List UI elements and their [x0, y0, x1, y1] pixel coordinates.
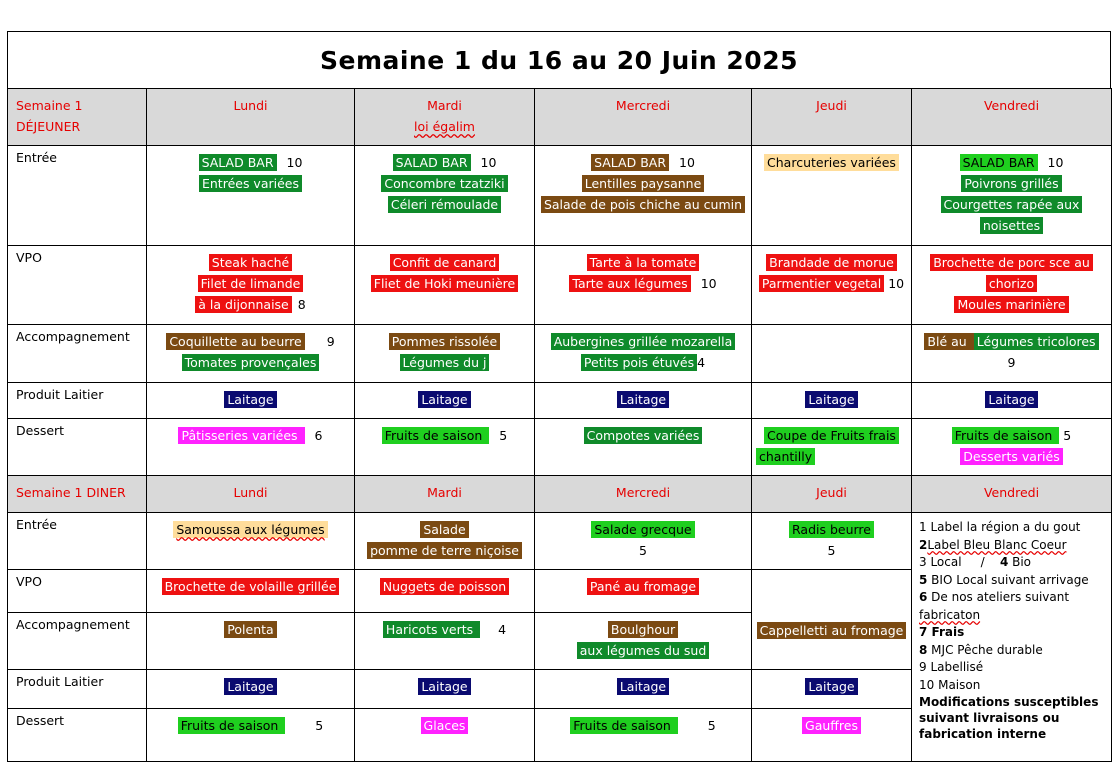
menu-cell [355, 246, 535, 325]
meal-label: DÉJEUNER [16, 119, 81, 134]
menu-item: Laitage [224, 678, 276, 695]
menu-cell [752, 670, 912, 709]
menu-item: Glaces [421, 717, 469, 734]
day-mardi [355, 89, 535, 146]
menu-item: Nuggets de poisson [380, 578, 509, 595]
menu-item: Laitage [224, 391, 276, 408]
menu-item: aux légumes du sud [577, 642, 710, 659]
menu-item: Poivrons grillés [961, 175, 1061, 192]
menu-cell [535, 419, 752, 476]
menu-cell [355, 383, 535, 419]
menu-item: Tarte à la tomate [587, 254, 700, 271]
menu-item: Salade de pois chiche au cumin [541, 196, 745, 213]
menu-cell [912, 146, 1112, 246]
row-label: Accompagnement [8, 613, 147, 670]
menu-cell [752, 146, 912, 246]
menu-cell [752, 325, 912, 383]
row-label: Produit Laitier [8, 383, 147, 419]
page-title: Semaine 1 du 16 au 20 Juin 2025 [7, 31, 1111, 89]
menu-item: Laitage [805, 391, 857, 408]
menu-cell [355, 670, 535, 709]
menu-item: Fruits de saison [570, 717, 678, 734]
menu-item: Salade grecque [591, 521, 694, 538]
menu-cell [535, 146, 752, 246]
legend-line: 1 Label la région a du gout [919, 520, 1081, 534]
menu-item: SALAD BAR [960, 154, 1038, 171]
day-mardi-label: Mardi [427, 98, 462, 113]
label-number: 10 [888, 276, 905, 291]
day-jeudi: Jeudi [752, 89, 912, 146]
menu-item: Parmentier vegetal [759, 275, 884, 292]
label-number: 10 [700, 276, 717, 291]
label-number: 4 [697, 355, 706, 370]
menu-cell [912, 246, 1112, 325]
menu-cell [752, 570, 912, 670]
menu-item: Gauffres [802, 717, 861, 734]
menu-item: Entrées variées [199, 175, 302, 192]
egalim-note: loi égalim [414, 119, 475, 134]
menu-cell [147, 246, 355, 325]
menu-item: Laitage [805, 678, 857, 695]
menu-item: chorizo [986, 275, 1037, 292]
row-label: Dessert [8, 709, 147, 762]
menu-item: Haricots verts [383, 621, 480, 638]
menu-cell [535, 613, 752, 670]
menu-item: Brochette de porc sce au [930, 254, 1093, 271]
menu-item: Cappelletti au fromage [757, 622, 907, 639]
menu-cell [535, 709, 752, 762]
menu-item: Laitage [418, 391, 470, 408]
label-number: 5 [315, 718, 324, 733]
menu-cell [752, 419, 912, 476]
menu-cell [535, 246, 752, 325]
menu-item: Coupe de Fruits frais [764, 427, 899, 444]
menu-item: Steak haché [209, 254, 292, 271]
menu-item: Fliet de Hoki meunière [371, 275, 518, 292]
day-mercredi: Mercredi [535, 89, 752, 146]
menu-cell [355, 325, 535, 383]
legend-note: Modifications susceptibles suivant livraisons ou fabrication interne [919, 695, 1099, 741]
menu-cell [355, 709, 535, 762]
row-label: Dessert [8, 419, 147, 476]
label-number: 5 [707, 718, 716, 733]
menu-cell [535, 325, 752, 383]
row-label: Produit Laitier [8, 670, 147, 709]
legend-line: 10 Maison [919, 677, 981, 692]
dejeuner-entree-row [8, 146, 1112, 246]
legend-line: 5 BIO Local suivant arrivage [919, 572, 1089, 587]
menu-cell [147, 146, 355, 246]
menu-item: noisettes [980, 217, 1043, 234]
menu-cell [912, 383, 1112, 419]
label-number: 9 [1007, 355, 1016, 370]
day-vendredi: Vendredi [912, 89, 1112, 146]
menu-cell [535, 670, 752, 709]
menu-item: Desserts variés [960, 448, 1062, 465]
menu-cell [535, 383, 752, 419]
legend-line: 9 Labellisé [919, 660, 984, 674]
menu-cell [147, 709, 355, 762]
menu-item: Fruits de saison [952, 427, 1060, 444]
menu-item: Fruits de saison [178, 717, 286, 734]
diner-label: Semaine 1 DINER [8, 476, 147, 513]
menu-item: Samoussa aux légumes [173, 521, 327, 538]
menu-cell [147, 383, 355, 419]
menu-cell [147, 613, 355, 670]
menu-item: SALAD BAR [393, 154, 471, 171]
menu-item: Lentilles paysanne [582, 175, 705, 192]
label-number: 8 [297, 297, 306, 312]
menu-item: Céleri rémoulade [388, 196, 501, 213]
menu-item: Salade [420, 521, 468, 538]
menu-page [7, 31, 1111, 764]
label-number: 10 [1047, 155, 1064, 170]
menu-item: Laitage [617, 678, 669, 695]
menu-item: Brandade de morue [766, 254, 897, 271]
menu-item: Laitage [985, 391, 1037, 408]
label-number: 4 [498, 622, 507, 637]
day-vendredi: Vendredi [912, 476, 1112, 513]
menu-cell [147, 670, 355, 709]
menu-item: Charcuteries variées [764, 154, 899, 171]
row-label: Entrée [8, 146, 147, 246]
label-number: 9 [326, 334, 335, 349]
label-number: 5 [499, 428, 508, 443]
menu-item: Tomates provençales [182, 354, 320, 371]
menu-item: Brochette de volaille grillée [162, 578, 340, 595]
menu-cell [147, 419, 355, 476]
label-number: 6 [314, 428, 323, 443]
legend [912, 513, 1112, 762]
dejeuner-vpo-row [8, 246, 1112, 325]
label-number: 10 [679, 155, 695, 170]
day-mercredi: Mercredi [535, 476, 752, 513]
row-label: VPO [8, 246, 147, 325]
menu-cell [355, 513, 535, 570]
menu-cell [752, 513, 912, 570]
diner-entree-row [8, 513, 1112, 570]
menu-cell [147, 325, 355, 383]
menu-item: à la dijonnaise [195, 296, 291, 313]
menu-item: Pâtisseries variées [178, 427, 304, 444]
dejeuner-label [8, 89, 147, 146]
menu-table [7, 88, 1112, 762]
day-lundi: Lundi [147, 89, 355, 146]
menu-cell [752, 246, 912, 325]
menu-item: SALAD BAR [591, 154, 669, 171]
menu-item: Concombre tzatziki [381, 175, 507, 192]
menu-cell [355, 613, 535, 670]
menu-item: Tarte aux légumes [569, 275, 690, 292]
menu-cell [535, 513, 752, 570]
menu-item: pomme de terre niçoise [367, 542, 522, 559]
menu-cell [355, 146, 535, 246]
menu-item: Courgettes rapée aux [941, 196, 1083, 213]
dejeuner-header-row [8, 89, 1112, 146]
menu-cell [147, 513, 355, 570]
row-label: Accompagnement [8, 325, 147, 383]
menu-item: Légumes du j [400, 354, 490, 371]
legend-line: 6 De nos ateliers suivant [919, 590, 1070, 604]
label-number: 10 [480, 155, 497, 170]
menu-cell [355, 419, 535, 476]
label-number: 5 [827, 543, 836, 558]
menu-item: chantilly [756, 448, 815, 465]
label-number: 10 [286, 155, 303, 170]
menu-cell [752, 709, 912, 762]
menu-cell [912, 325, 1112, 383]
menu-cell [752, 383, 912, 419]
dejeuner-laitier-row [8, 383, 1112, 419]
legend-line: fabricaton [919, 607, 981, 622]
menu-item: Fruits de saison [382, 427, 490, 444]
legend-line: 8 MJC Pêche durable [919, 642, 1043, 657]
menu-item: Coquillette au beurre [166, 333, 304, 350]
menu-item: Légumes tricolores [974, 333, 1099, 350]
legend-line: 3 Local / 4 Bio [919, 555, 1032, 569]
menu-item: Laitage [617, 391, 669, 408]
day-jeudi: Jeudi [752, 476, 912, 513]
dejeuner-dessert-row [8, 419, 1112, 476]
menu-item: Filet de limande [198, 275, 304, 292]
menu-cell [355, 570, 535, 613]
menu-item: Laitage [418, 678, 470, 695]
menu-cell [535, 570, 752, 613]
menu-item: Polenta [224, 621, 276, 638]
menu-item: Moules marinière [954, 296, 1068, 313]
menu-cell [912, 419, 1112, 476]
week-label: Semaine 1 [16, 98, 83, 113]
label-number: 5 [1063, 428, 1072, 443]
menu-item: Blé au [924, 333, 973, 350]
day-mardi: Mardi [355, 476, 535, 513]
label-number: 5 [639, 543, 647, 558]
dejeuner-accompagnement-row [8, 325, 1112, 383]
row-label: VPO [8, 570, 147, 613]
menu-cell [147, 570, 355, 613]
menu-item: Petits pois étuvés [581, 354, 697, 371]
day-lundi: Lundi [147, 476, 355, 513]
legend-line: 2Label Bleu Blanc Coeur [919, 537, 1067, 552]
menu-item: Aubergines grillée mozarella [551, 333, 736, 350]
diner-header-row [8, 476, 1112, 513]
row-label: Entrée [8, 513, 147, 570]
menu-item: Boulghour [608, 621, 678, 638]
menu-item: Pané au fromage [587, 578, 699, 595]
menu-item: SALAD BAR [199, 154, 277, 171]
menu-item: Compotes variées [584, 427, 703, 444]
menu-item: Radis beurre [789, 521, 874, 538]
legend-line: 7 Frais [919, 625, 965, 639]
menu-item: Confit de canard [390, 254, 500, 271]
menu-item: Pommes rissolée [389, 333, 500, 350]
